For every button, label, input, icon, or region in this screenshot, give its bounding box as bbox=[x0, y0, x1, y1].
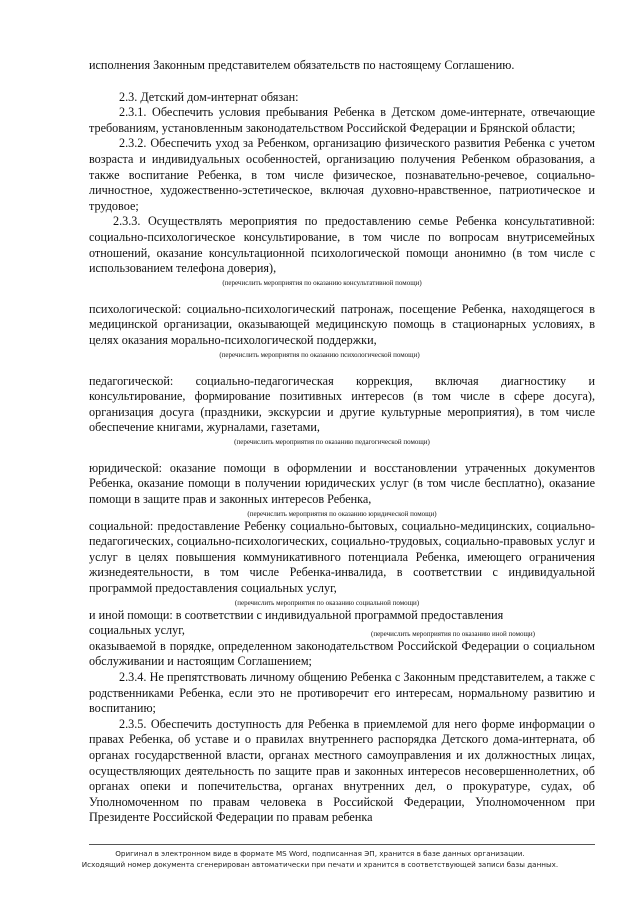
note-consultative: (перечислить мероприятия по оказанию консультативной помощи) bbox=[222, 278, 422, 287]
other-help-continued: оказываемой в порядке, определенном законодательством Российской Федерации о социальном обслуживании и настоящим Соглашением; bbox=[89, 638, 595, 669]
top-line: исполнения Законным представителем обязательств по настоящему Соглашению. bbox=[89, 58, 515, 72]
other-help-row bbox=[89, 623, 595, 639]
document-body bbox=[89, 58, 595, 826]
footer-line-1: Оригинал в электронном виде в формате MS Word, подписанная ЭП, хранится в базе данных организации. bbox=[115, 849, 525, 858]
note-social: (перечислить мероприятия по оказанию социальной помощи) bbox=[234, 598, 420, 607]
other-help-services: социальных услуг, bbox=[89, 623, 185, 638]
footer bbox=[0, 848, 640, 870]
social-help: социальной: предоставление Ребенку социально-бытовых, социально-медицинских, социально-педагогических, социально-психологических, социально-трудовых, социально-правовых услуг и услуг в целях повышения коммуникативного потенциала Ребенка, имеющего ограничения жизнедеятельности, в том числе Ребенка-инвалида, в соответствии с индивидуальной программой предоставления социальных услуг, bbox=[89, 518, 595, 596]
note-legal: (перечислить мероприятия по оказанию юридической помощи) bbox=[247, 509, 437, 518]
clause-2-3-2: 2.3.2. Обеспечить уход за Ребенком, организацию физического развития Ребенка с учетом возраста и индивидуальных особенностей, организацию получения Ребенком образования, а также воспитание Ребенка, в том числе физическое, познавательно-речевое, социально-личностное, художественно-эстетическое, включая духовно-нравственное, патриотическое и трудовое; bbox=[89, 136, 595, 213]
note-psychological: (перечислить мероприятия по оказанию психологической помощи) bbox=[219, 350, 420, 359]
note-pedagogical: (перечислить мероприятия по оказанию педагогической помощи) bbox=[234, 437, 430, 446]
clause-2-3-4: 2.3.4. Не препятствовать личному общению Ребенка с Законным представителем, а также с родственниками Ребенка, если это не противоречит его интересам, нормальному развитию и воспитанию; bbox=[89, 670, 595, 716]
clause-2-3-5: 2.3.5. Обеспечить доступность для Ребенка в приемлемой для него форме информации о правах Ребенка, об уставе и о правилах внутреннего распорядка Детского дома-интерната, об органах государственной власти, органах местного самоуправления и их должностных лицах, осуществляющих деятельность по защите прав и законных интересов несовершеннолетних, об органах опеки и попечительства, органах внутренних дел, о прокуратуре, судах, об Уполномоченном по правам человека в Российской Федерации, Уполномоченном при Президенте Российской Федерации по правам ребенка bbox=[89, 716, 595, 825]
clause-2-3-3: 2.3.3. Осуществлять мероприятия по предоставлению семье Ребенка консультативной: социально-психологическое консультирование, в том числе по вопросам внутрисемейных отношений, оказание консультационной психологической помощи анонимно (в том числе с использованием телефона доверия), bbox=[89, 214, 595, 276]
footer-line-2: Исходящий номер документа сгенерирован автоматически при печати и хранится в соответствующей записи базы данных. bbox=[81, 860, 559, 869]
pedagogical-help: педагогической: социально-педагогическая коррекция, включая диагностику и консультирование, формирование позитивных интересов (в том числе в сфере досуга), организация досуга (праздники, экскурсии и другие культурные мероприятия), в том числе обеспечение книгами, журналами, газетами, bbox=[89, 373, 595, 435]
psychological-help: психологической: социально-психологический патронаж, посещение Ребенка, находящегося в медицинской организации, оказывающей медицинскую помощь в стационарных условиях, в целях оказания морально-психологической поддержки, bbox=[89, 301, 595, 347]
other-help: и иной помощи: в соответствии с индивидуальной программой предоставления bbox=[89, 607, 504, 622]
footer-divider bbox=[89, 844, 595, 845]
clause-2-3-1: 2.3.1. Обеспечить условия пребывания Ребенка в Детском доме-интернате, отвечающие требованиям, установленным законодательством Российской Федерации и Брянской области; bbox=[89, 105, 595, 135]
section-heading: 2.3. Детский дом-интернат обязан: bbox=[119, 89, 299, 104]
note-other: (перечислить мероприятия по оказанию иной помощи) bbox=[371, 629, 535, 638]
legal-help: юридической: оказание помощи в оформлении и восстановлении утраченных документов Ребенка, оказание помощи в получении юридических услуг (в том числе бесплатно), оказание помощи в защите прав и законных интересов Ребенка, bbox=[89, 460, 595, 507]
